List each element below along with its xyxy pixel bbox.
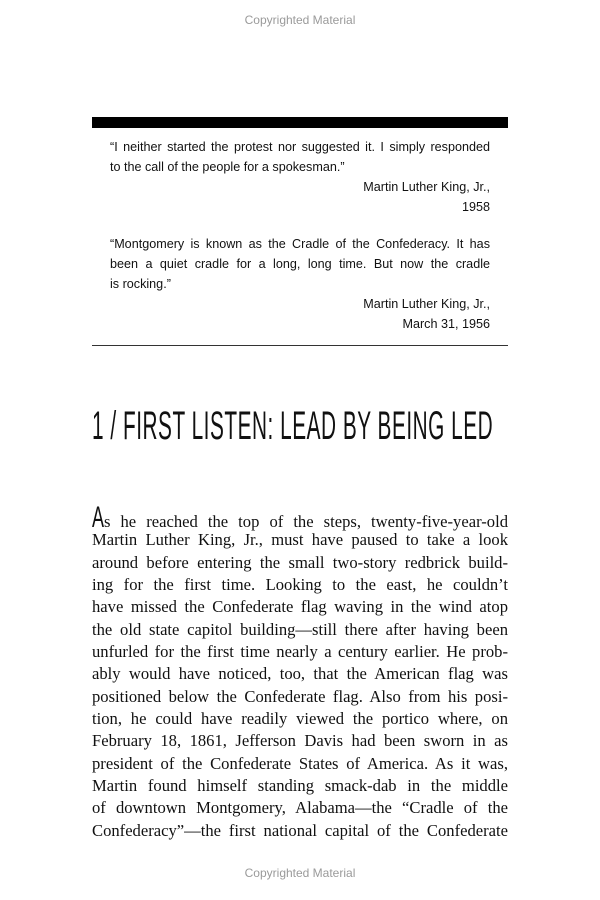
body-line: ing for the first time. Looking to the east, he couldn’t <box>92 575 508 595</box>
quote-line: is rocking.” <box>110 277 171 291</box>
epigraph-author: Martin Luther King, Jr., <box>363 297 490 311</box>
body-text <box>92 501 508 842</box>
body-line: president of the Confederate States of America. As it was, <box>92 753 508 773</box>
body-line-text: s he reached the top of the steps, twenty-five-year-old <box>104 512 508 531</box>
body-line: positioned below the Confederate flag. Also from his posi- <box>92 686 508 706</box>
epigraph-author: Martin Luther King, Jr., <box>363 180 490 194</box>
epigraph-quote <box>110 234 490 294</box>
epigraph-2 <box>110 234 490 334</box>
body-line: Martin Luther King, Jr., must have paused to take a look <box>92 530 508 550</box>
quote-line: to the call of the people for a spokesman.” <box>110 160 345 174</box>
quote-line: been a quiet cradle for a long, long time. But now the cradle <box>110 257 490 271</box>
epigraph-top-bar <box>92 117 508 128</box>
body-line <box>92 501 508 534</box>
body-line: around before entering the small two-story redbrick build- <box>92 552 508 572</box>
epigraph-date: March 31, 1956 <box>402 317 490 331</box>
body-line: Confederacy”—the first national capital of the Confederate <box>92 820 508 840</box>
epigraph-quote <box>110 137 490 177</box>
body-line: the old state capitol building—still there after having been <box>92 619 508 639</box>
epigraph-1 <box>110 137 490 217</box>
body-line: February 18, 1861, Jefferson Davis had been sworn in as <box>92 731 508 751</box>
chapter-title: 1 / FIRST LISTEN: LEAD BY BEING LED <box>92 404 494 448</box>
body-line: of downtown Montgomery, Alabama—the “Cradle of the <box>92 798 508 818</box>
quote-line: “I neither started the protest nor suggested it. I simply responded <box>110 140 490 154</box>
body-line: ably would have noticed, too, that the American flag was <box>92 664 508 684</box>
body-line: have missed the Confederate flag waving in the wind atop <box>92 597 508 617</box>
body-line: unfurled for the first time nearly a century earlier. He prob- <box>92 642 508 662</box>
watermark-top: Copyrighted Material <box>244 13 356 27</box>
quote-line: “Montgomery is known as the Cradle of the Confederacy. It has <box>110 237 490 251</box>
body-line: Martin found himself standing smack-dab in the middle <box>92 776 508 796</box>
watermark-bottom: Copyrighted Material <box>244 866 356 880</box>
body-line: tion, he could have readily viewed the portico where, on <box>92 709 508 729</box>
epigraph-bottom-rule <box>92 345 508 346</box>
epigraph-date: 1958 <box>461 200 490 214</box>
drop-cap: A <box>92 501 105 534</box>
